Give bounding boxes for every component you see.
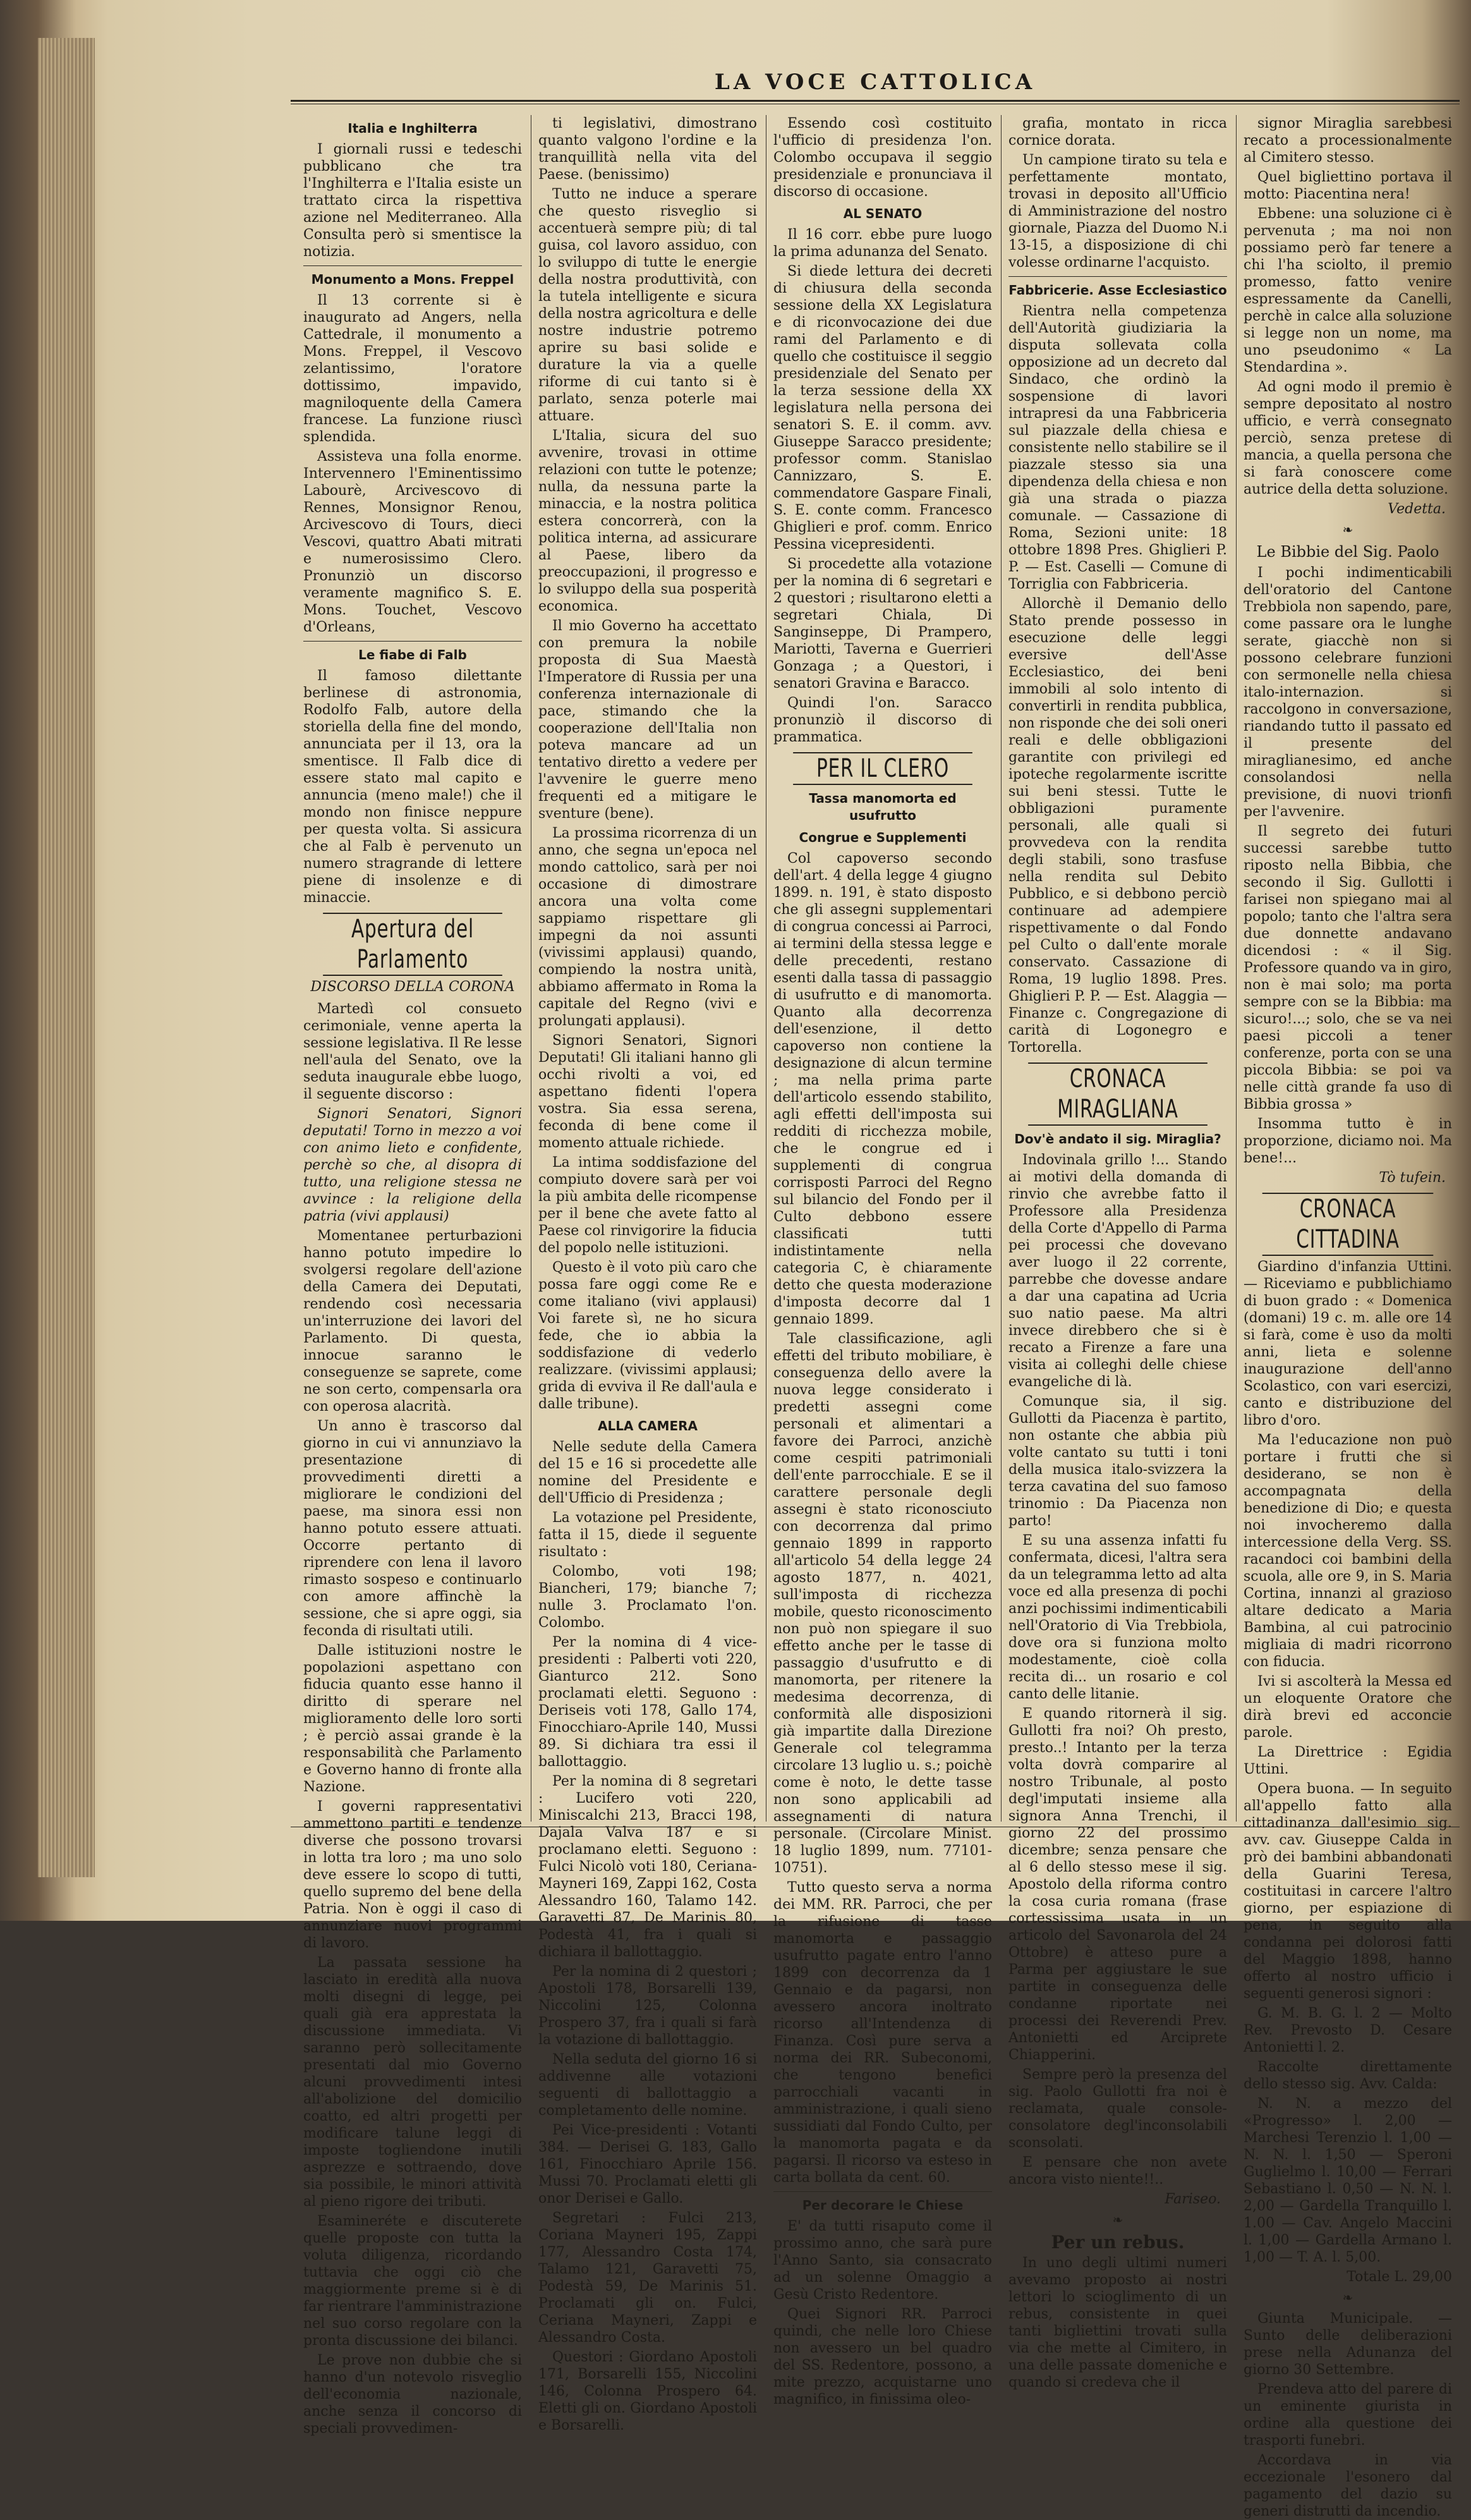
article-paragraph: La Direttrice : Egidia Uttini. bbox=[1244, 1744, 1452, 1777]
article-paragraph: Comunque sia, il sig. Gullotti da Piacenza è partito, non ostante che abbia più volte cantato su tutti i toni della musica italo-svizzera la terza cavatina del suo famoso trinomio : Da Piacenza non parto! bbox=[1008, 1394, 1227, 1529]
article-paragraph: E su una assenza infatti fu confermata, dicesi, l'altra sera da un telegramma letto ad alta voce ed alla presenza di pochi anzi pochissimi indimenticabili nell'Oratorio di Via Trebbiola, dove ora si funziona molto modestamente, cioè colla recita di... un rosario e col canto delle litanie. bbox=[1008, 1533, 1227, 1702]
article-paragraph: Ad ogni modo il premio è sempre depositato al nostro ufficio, e verrà consegnato perciò, senza pretese di mancia, a quella persona che si farà conoscere come autrice della detta soluzione. bbox=[1244, 379, 1452, 497]
article-paragraph: Colombo, voti 198; Biancheri, 179; bianche 7; nulle 3. Proclamato l'on. Colombo. bbox=[538, 1564, 757, 1631]
article-paragraph: Questori : Giordano Apostoli 171, Borsarelli 155, Niccolini 146, Colonna Prospero 64. Eletti gli on. Giordano Apostoli e Borsarelli. bbox=[538, 2349, 757, 2433]
article-paragraph: Sempre però la presenza del sig. Paolo Gullotti fra noi è reclamata, quale console-consolatore degl'inconsolabili sconsolati. bbox=[1008, 2067, 1227, 2151]
article-paragraph: Insomma tutto è in proporzione, diciamo noi. Ma bene!... bbox=[1244, 1116, 1452, 1166]
headline-apertura-parlamento: Apertura del Parlamento bbox=[323, 913, 502, 976]
subheadline-congrue: Congrue e Supplementi bbox=[799, 830, 967, 845]
headline-italia-inghilterra: Italia e Inghilterra bbox=[348, 121, 478, 136]
article-paragraph: Indovinala grillo !... Stando ai motivi della domanda di rinvio che avrebbe fatto il Professore alla Presidenza della Corte d'Appello di Parma pei processi che dovevano aver luogo il 22 corrente, parrebbe che dovesse andare a dar una capatina ad Ucria suo natio paese. Ma altri invece direbbero che si è recato a Firenze a fare una visita ai colleghi delle chiese evangeliche di là. bbox=[1008, 1152, 1227, 1390]
article-paragraph: Quei Signori RR. Parroci quindi, che nelle loro Chiese non avessero un bel quadro del SS. Redentore, possono, a mite prezzo, acquistarne uno magnifico, in finissima oleo- bbox=[773, 2306, 992, 2407]
article-paragraph: Per la nomina di 4 vice-presidenti : Palberti voti 220, Gianturco 212. Sono proclamati eletti. Seguono : Deriseis voti 178, Gallo 174, Finocchiaro-Aprile 140, Mussi 89. Si dichiara tra essi il ballottaggio. bbox=[538, 1634, 757, 1770]
headline-al-senato: AL SENATO bbox=[843, 206, 923, 221]
article-paragraph: Il segreto dei futuri successi sarebbe tutto riposto nella Bibbia, che secondo il Sig. Gullotti i farisei non spiegano mai al popolo; tanto che l'altra sera due donnette andavano dicendosi : « il Sig. Professore quando va in giro, non è mai solo; ma porta sempre con se la Bibbia: ma sicuro!...; solo, che se va nei paesi piccoli a tener conferenze, porta con se una piccola Bibbia: se poi va nelle città grande fa uso di Bibbia grossa » bbox=[1244, 824, 1452, 1112]
article-paragraph: L'Italia, sicura del suo avvenire, trovasi in ottime relazioni con tutte le potenze; nulla, da nessuna parte la minaccia, e la nostra politica estera concorrerà, con la politica interna, ad assicurare al Paese, libero da preoccupazioni, il progresso e lo sviluppo della sua posperità economica. bbox=[538, 428, 757, 614]
article-paragraph: N. N. a mezzo del «Progresso» l. 2,00 — Marchesi Terenzio l. 1,00 — N. N. l. 1,50 — Speroni Guglielmo l. 10,00 — Ferrari Sebastiano l. 0,50 — N. N. l. 2,00 — Gardella Tranquillo l. 1.00 — Cav. Angelo Maccini l. 1,00 — Gardella Armano l. 1,00 — T. A. l. 5,00. bbox=[1244, 2096, 1452, 2265]
signature-fariseo: Fariseo. bbox=[1165, 2191, 1221, 2207]
fleuron-ornament: ❧ bbox=[1342, 2290, 1353, 2305]
article-paragraph: Signori Senatori, Signori deputati! Torno in mezzo a voi con animo lieto e confidente, perchè so che, al disopra di tutto, una religione stessa ne avvince : la religione della patria (vivi applausi) bbox=[303, 1106, 522, 1224]
article-paragraph: Tutto ne induce a sperare che questo risveglio si accentuerà sempre più; di tal guisa, col lavoro assiduo, con lo sviluppo di tutte le energie della nostra produttività, con la tutela intelligente e sicura della nostra agricoltura e delle nostre industrie potremo aprire su basi solide e durature la via a quelle riforme di cui tanto si è parlato, senza poterle mai attuare. bbox=[538, 186, 757, 424]
article-paragraph: Si diede lettura dei decreti di chiusura della seconda sessione della XX Legislatura e di riconvocazione dei due rami del Parlamento e di quello che costituisce il seggio presidenziale del Senato per la terza sessione della XX legislatura nella persona dei senatori S. E. il comm. avv. Giuseppe Saracco presidente; professor comm. Stanislao Cannizzaro, S. E. commendatore Gaspare Finali, S. E. conte comm. Francesco Ghiglieri e prof. comm. Enrico Pessina vicepresidenti. bbox=[773, 264, 992, 552]
headline-cronaca-cittadina: CRONACA CITTADINA bbox=[1262, 1193, 1434, 1256]
article-paragraph: Un anno è trascorso dal giorno in cui vi annunziavo la presentazione di provvedimenti diretti a migliorare le condizioni del paese, ma sinora essi non hanno potuto essere attuati. Occorre pertanto di riprendere con lena il lavoro rimasto sospeso e continuarlo con amore affinchè la sessione, che si apre oggi, sia feconda di risultati utili. bbox=[303, 1418, 522, 1639]
article-paragraph: G. M. B. G. l. 2 — Molto Rev. Prevosto D. Cesare Antonietti l. 2. bbox=[1244, 2006, 1452, 2055]
article-paragraph: Col capoverso secondo dell'art. 4 della legge 4 giugno 1899. n. 191, è stato disposto che gli assegni supplementari di congrua concessi ai Parroci, ai termini della stessa legge e delle precedenti, restano esenti dalla tassa di passaggio di usufrutto e di manomorta. Quanto alla decorrenza dell'esenzione, il detto capoverso non contiene la designazione di alcun termine ; ma nella prima parte dell'articolo essendo stabilito, agli effetti dell'imposta sui redditi di ricchezza mobile, che le congrue ed i supplementi di congrua corrisposti Parroci del Regno sul bilancio del Fondo per il Culto debbono essere classificati tutti indistintamente nella categoria C, è chiaramente detto che questa moderazione d'imposta decorre dal 1 gennaio 1899. bbox=[773, 851, 992, 1327]
article-paragraph: Il mio Governo ha accettato con premura la nobile proposta di Sua Maestà l'Imperatore di Russia per una conferenza internazionale di pace, stimando che la cooperazione dell'Italia non poteva mancare ad un tentativo diretto a vedere per l'avvenire le guerre meno frequenti ed a mitigare le sventure (bene). bbox=[538, 618, 757, 822]
article-paragraph: E quando ritornerà il sig. Gullotti fra noi? Oh presto, presto..! Intanto per la terza volta dovrà comparire al nostro Tribunale, al posto degl'imputati insieme alla signora Anna Trenchi, il giorno 22 del prossimo dicembre; senza pensare che al 6 dello stesso mese il sig. Apostolo della riforma contro la cosa curia romana (frase cortessissima usata in un articolo del Savonarola del 24 Ottobre) è atteso pure a Parma per aggiustare le sue partite in conseguenza delle condanne riportate nei processi dei Reverendi Prev. Antonietti ed Arciprete Chiapperini. bbox=[1008, 1706, 1227, 2063]
article-paragraph: Pei Vice-presidenti : Votanti 384. — Derisei G. 183, Gallo 161, Finocchiaro Aprile 156. Mussi 70. Proclamati eletti gli onor Derisei e Gallo. bbox=[538, 2122, 757, 2207]
article-paragraph: signor Miraglia sarebbesi recato a processionalmente al Cimitero stesso. bbox=[1244, 116, 1452, 166]
article-paragraph: Rientra nella competenza dell'Autorità giudiziaria la disputa sollevata colla opposizione ad un decreto dal Sindaco, che ordinò la sospensione di lavori intrapresi da una Fabbriceria sul piazzale della chiesa e consistente nello stabilire se il piazzale stesso sia una dipendenza della chiesa e non già una strada o piazza comunale. — Cassazione di Roma, Sezioni unite: 18 ottobre 1898 Pres. Ghiglieri P. P. — Est. Caselli — Comune di Torriglia con Fabbriceria. bbox=[1008, 303, 1227, 592]
article-paragraph: Quel bigliettino portava il motto: Piacentina nera! bbox=[1244, 169, 1452, 202]
article-paragraph: Assisteva una folla enorme. Intervennero l'Eminentissimo Labourè, Arcivescovo di Rennes, Monsignor Renou, Arcivescovo di Tours, dieci Vescovi, quattro Abati mitrati e numerosissimo Clero. Pronunziò un discorso veramente magnifico S. E. Mons. Touchet, Vescovo d'Orleans, bbox=[303, 449, 522, 635]
article-paragraph: Un campione tirato su tela e perfettamente montato, trovasi in deposito all'Ufficio di Amministrazione del nostro giornale, Piazza del Duomo N.i 13-15, a disposizione di chi volesse ordinarne l'acquisto. bbox=[1008, 152, 1227, 271]
headline-per-un-rebus: Per un rebus. bbox=[1051, 2232, 1185, 2253]
article-paragraph: Nella seduta del giorno 16 si addivenne alle votazioni seguenti di ballottaggio a completamento delle nomine. bbox=[538, 2052, 757, 2119]
article-paragraph: E' da tutti risaputo come il prossimo anno, che sarà pure l'Anno Santo, sia consacrato ad un solenne Omaggio a Gesù Cristo Redentore. bbox=[773, 2219, 992, 2303]
article-paragraph: Prendeva atto del parere di un eminente giurista in ordine alla questione dei trasporti funebri. bbox=[1244, 2382, 1452, 2449]
article-paragraph: Giardino d'infanzia Uttini. — Riceviamo e pubblichiamo di buon grado : « Domenica (domani) 19 c. m. alle ore 14 si farà, come è uso da molti anni, lieta e solenne inaugurazione dell'anno Scolastico, con vari esercizi, canto e distribuzione del libro d'oro. bbox=[1244, 1259, 1452, 1428]
article-paragraph: Giunta Municipale. — Sunto delle deliberazioni prese nella Adunanza del giorno 30 Settembre. bbox=[1244, 2311, 1452, 2378]
article-paragraph: Quindi l'on. Saracco pronunziò il discorso di prammatica. bbox=[773, 695, 992, 745]
article-paragraph: Dalle istituzioni nostre le popolazioni aspettano con fiducia quanto esse hanno il diritto di sperare nel miglioramento delle loro sorti ; è perciò assai grande è la responsabilità che Parlamento e Governo hanno di fronte alla Nazione. bbox=[303, 1643, 522, 1795]
headline-fabbricerie: Fabbricerie. Asse Ecclesiastico bbox=[1008, 283, 1227, 298]
column-1 bbox=[303, 115, 522, 2437]
article-paragraph: Le prove non dubbie che si hanno d'un notevolo risveglio dell'economia nazionale, anche senza il concorso di speciali provvedimen- bbox=[303, 2353, 522, 2437]
masthead: LA VOCE CATTOLICA bbox=[714, 70, 1036, 95]
article-paragraph: E pensare che non avete ancora visto niente!!.. bbox=[1008, 2155, 1227, 2188]
column-5 bbox=[1244, 115, 1452, 2519]
article-paragraph: Il 13 corrente si è inaugurato ad Angers, nella Cattedrale, il monumento a Mons. Freppel, il Vescovo zelantissimo, l'oratore dottissimo, impavido, magniloquente della Camera francese. La funzione riuscì splendida. bbox=[303, 293, 522, 445]
article-paragraph: Ebbene: una soluzione ci è pervenuta ; ma noi non possiamo però far tenere a chi l'ha sciolto, il premio promesso, fatto venire espressamente da Canelli, perchè in calce alla soluzione si legge non un nome, ma uno pseudonimo « La Stendardina ». bbox=[1244, 206, 1452, 375]
article-paragraph: Accordava in via eccezionale l'esonero dal pagamento del dazio su generi distrutti da incendio. bbox=[1244, 2452, 1452, 2519]
fleuron-ornament: ❧ bbox=[1342, 522, 1353, 537]
article-paragraph: Momentanee perturbazioni hanno potuto impedire lo svolgersi regolare dell'azione della Camera dei Deputati, rendendo così necessaria un'interruzione dei lavori del Parlamento. Di questa, innocue saranno le conseguenze se saprete, come ne son certo, compensarla ora con operosa alacrità. bbox=[303, 1228, 522, 1415]
divider bbox=[303, 265, 522, 266]
article-paragraph: Tale classificazione, agli effetti del tributo mobiliare, è conseguenza dello avere la nuova legge considerato i predetti assegni come personali et alimentari a favore dei Parroci, anzichè come cespiti patrimoniali dell'ente parrocchiale. E se il carattere personale degli assegni è stato riconosciuto con decorrenza dal primo gennaio 1899 in rapporto all'articolo 54 della legge 24 agosto 1877, n. 4021, sull'imposta di ricchezza mobile, questo riconoscimento non può non spiegare il suo effetto anche per le tasse di passaggio d'usufrutto e di manomorta, per ritenere la medesima decorrenza, di conformità alle disposizioni già impartite dalla Direzione Generale col telegramma circolare 13 luglio u. s.; poichè come è noto, le dette tasse non sono applicabili ad assegnamenti di natura personale. (Circolare Minist. 18 luglio 1899, num. 77101-10751). bbox=[773, 1331, 992, 1876]
article-paragraph: Si procedette alla votazione per la nomina di 6 segretari e 2 questori ; risultarono eletti a segretari Chiala, Di Sanginseppe, Di Prampero, Mariotti, Taverna e Guerrieri Gonzaga ; a Questori, i senatori Gravina e Baracco. bbox=[773, 556, 992, 691]
headline-bibbie-paolo: Le Bibbie del Sig. Paolo bbox=[1256, 543, 1439, 561]
donation-total: Totale L. 29,00 bbox=[1347, 2269, 1452, 2285]
article-paragraph: I pochi indimenticabili dell'oratorio del Cantone Trebbiola non sapendo, pare, come passare ora le lunghe serate, giacchè non si possono celebrare funzioni con sermonelle nella chiesa italo-internazion. si raccolgono in conversazione, riandando tutto il passato ed il presente del miraglianesimo, ed anche consolandosi nella previsione, di nuovi trionfi per l'avvenire. bbox=[1244, 565, 1452, 820]
article-paragraph: La votazione pel Presidente, fatta il 15, diede il seguente risultato : bbox=[538, 1510, 757, 1560]
article-paragraph: Il famoso dilettante berlinese di astronomia, Rodolfo Falb, autore della storiella della fine del mondo, annunciata per il 13, ora la smentisce. Il Falb dice di essere stato mal capito e annuncia (meno male!) che il mondo non finisce neppure per questa volta. Si assicura che al Falb è pervenuto un numero stragrande di lettere piene di insolenze e di minaccie. bbox=[303, 668, 522, 906]
column-2 bbox=[538, 115, 757, 2433]
signature-vedetta: Vedetta. bbox=[1388, 501, 1446, 517]
divider bbox=[303, 641, 522, 642]
headline-alla-camera: ALLA CAMERA bbox=[597, 1418, 698, 1433]
article-paragraph: La passata sessione ha lasciato in eredità alla nuova molti disegni di legge, pei quali già era apprestata la discussione immediata. Vi saranno però sollecitamente presentati dal mio Governo alcuni provvedimenti intesi all'abolizione del domicilio coatto, ed altri progetti per modificare talune leggi di imposte togliendone inutili asprezze e sottraendo, dove sia possibile, le minori attività al pieno rigore dei tributi. bbox=[303, 1955, 522, 2210]
article-paragraph: Opera buona. — In seguito all'appello fatto alla cittadinanza dall'esimio sig. avv. cav. Giuseppe Calda in prò dei bambini abbandonati della Guarini Teresa, costituitasi in carcere l'altro giorno, per espiazione di pena, in seguito alla condanna pei dolorosi fatti del Maggio 1898, hanno offerto al nostro ufficio i seguenti generosi signori : bbox=[1244, 1781, 1452, 2002]
column-rule bbox=[1001, 115, 1002, 1822]
newspaper-page bbox=[291, 57, 1460, 2519]
headline-per-il-clero: PER IL CLERO bbox=[793, 752, 972, 785]
article-paragraph: La prossima ricorrenza di un anno, che segna un'epoca nel mondo cattolico, sarà per noi occasione di dimostrare ancora una volta come sappiamo rispettare gli impegni da noi assunti (vivissimi applausi) quando, compiendo la nostra unità, abbiamo affermato in Roma la capitale del Regno (vivi e prolungati applausi). bbox=[538, 825, 757, 1029]
headline-fiabe-falb: Le fiabe di Falb bbox=[358, 647, 467, 662]
subheadline-miraglia: Dov'è andato il sig. Miraglia? bbox=[1014, 1131, 1221, 1147]
headline-decorare-chiese: Per decorare le Chiese bbox=[802, 2198, 964, 2213]
headline-monumento-freppel: Monumento a Mons. Freppel bbox=[311, 272, 514, 287]
headline-cronaca-miragliana: CRONACA MIRAGLIANA bbox=[1028, 1062, 1208, 1126]
divider bbox=[1008, 276, 1227, 277]
article-paragraph: Ma l'educazione non può portare i frutti che si desiderano, se non è accompagnata della benedizione di Dio; e questa noi invocheremo dalla intercessione della Verg. SS. racandoci coi bambini della scuola, alle ore 9, in S. Maria Cortina, innanzi al grazioso altare dedicato a Maria Bambina, al cui patrocinio migliaia di madri ricorrono con fiducia. bbox=[1244, 1432, 1452, 1670]
article-paragraph: In uno degli ultimi numeri avevamo proposto ai nostri lettori lo scioglimento di un rebus, consistente in quei tanti bigliettini trovati sulla via che mette al Cimitero, in una delle passate domeniche e quando si credeva che il bbox=[1008, 2255, 1227, 2390]
article-paragraph: Nelle sedute della Camera del 15 e 16 si procedette alle nomine del Presidente e dell'Ufficio di Presidenza ; bbox=[538, 1439, 757, 1506]
column-3 bbox=[773, 115, 992, 2407]
article-paragraph: Esamineréte e discuterete quelle proposte con tutta la voluta diligenza, ricordando tuttavia che oggi ciò che maggiormente preme si è di far rientrare l'amministrazione nel suo corso regolare con la pronta discussione dei bilanci. bbox=[303, 2213, 522, 2349]
article-paragraph: I governi rappresentativi ammettono partiti e tendenze diverse che possono trovarsi in lotta tra loro ; ma uno solo deve essere lo scopo di tutti, quello supremo del bene della Patria. Non è oggi il caso di annunziare nuovi programmi di lavoro. bbox=[303, 1799, 522, 1951]
article-paragraph: Questo è il voto più caro che possa fare oggi come Re e come italiano (vivi applausi) Voi farete sì, ne ho sicura fede, che io abbia la soddisfazione di vederlo realizzare. (vivissimi applausi; grida di evviva il Re dall'aula e dalle tribune). bbox=[538, 1260, 757, 1412]
article-paragraph: Per la nomina di 2 questori ; Apostoli 178, Borsarelli 139, Niccolini 125, Colonna Prospero 37, fra i quali si farà la votazione di ballottaggio. bbox=[538, 1964, 757, 2048]
article-paragraph: La intima soddisfazione del compiuto dovere sarà per voi la più ambita delle ricompense per il bene che avete fatto al Paese col rinvigorire la fiducia del popolo nelle istituzioni. bbox=[538, 1155, 757, 1256]
signature-to-tufein: Tò tufein. bbox=[1379, 1170, 1446, 1186]
book-page-edges bbox=[38, 38, 95, 1877]
article-paragraph: Il 16 corr. ebbe pure luogo la prima adunanza del Senato. bbox=[773, 227, 992, 260]
column-rule bbox=[1236, 115, 1237, 1822]
article-paragraph: Signori Senatori, Signori Deputati! Gli italiani hanno gli occhi rivolti a voi, ed aspettano fidenti l'opera vostra. Sia essa serena, feconda di bene come il momento attuale richiede. bbox=[538, 1033, 757, 1151]
article-paragraph: Ivi si ascolterà la Messa ed un eloquente Oratore che dirà brevi ed acconcie parole. bbox=[1244, 1674, 1452, 1741]
fleuron-ornament: ❧ bbox=[1112, 2212, 1123, 2227]
article-paragraph: ti legislativi, dimostrano quanto valgono l'ordine e la tranquillità nella vita del Paese. (benissimo) bbox=[538, 116, 757, 183]
article-paragraph: Per la nomina di 8 segretari : Lucifero voti 220, Miniscalchi 213, Bracci 198, Dajala Valva 187 e si proclamano eletti. Seguono : Fulci Nicolò voti 180, Ceriana-Mayneri 169, Zappi 162, Costa Alessandro 160, Talamo 142. Garavetti 87, De Marinis 80, Podestà 41, fra i quali si dichiara il ballottaggio. bbox=[538, 1774, 757, 1960]
article-paragraph: Essendo così costituito l'ufficio di presidenza l'on. Colombo occupava il seggio presidenziale e pronunciava il discorso di occasione. bbox=[773, 116, 992, 200]
article-paragraph: Tutto questo serva a norma dei MM. RR. Parroci, che per la rifusione di tasse manomorta e passaggio usufrutto pagate entro l'anno 1899 con decorrenza da 1 Gennaio e da pagarsi, non avessero ancora inoltrato ricorso all'Intendenza di Finanza. Così pure serva a norma dei RR. Subeconomi, che tengono benefici parrocchiali vacanti in amministrazione, i quali sieno sussidiati dal Fondo Culto, per la manomorta pagata e da pagarsi. Il ricorso va esteso in carta bollata da cent. 60. bbox=[773, 1880, 992, 2186]
column-4 bbox=[1008, 115, 1227, 2390]
divider bbox=[773, 2191, 992, 2192]
article-paragraph: Segretari : Fulci 213, Coriana Mayneri 195, Zappi 177, Alessandro Costa 174, Talamo 121, Garavetti 75, Podestà 59, De Marinis 51. Proclamati gli on. Fulci, Ceriana Mayneri, Zappi e Alessandro Costa. bbox=[538, 2210, 757, 2346]
article-paragraph: Martedì col consueto cerimoniale, venne aperta la sessione legislativa. Il Re lesse nell'aula del Senato, ove la seduta inaugurale ebbe luogo, il seguente discorso : bbox=[303, 1001, 522, 1102]
article-paragraph: I giornali russi e tedeschi pubblicano che tra l'Inghilterra e l'Italia esiste un trattato circa la rispettiva azione nel Mediterraneo. Alla Consulta però si smentisce la notizia. bbox=[303, 142, 522, 260]
subheadline-discorso-corona: DISCORSO DELLA CORONA bbox=[310, 979, 515, 995]
article-paragraph: Raccolte direttamente dello stesso sig. Avv. Calda: bbox=[1244, 2059, 1452, 2092]
article-paragraph: grafia, montato in ricca cornice dorata. bbox=[1008, 116, 1227, 149]
article-paragraph: Allorchè il Demanio dello Stato prende possesso in esecuzione delle leggi eversive dell'Asse Ecclesiastico, dei beni immobili al solo intento di convertirli in rendita pubblica, non risponde che dei soli oneri reali e delle obbligazioni garantite con privilegi ed ipoteche regolarmente iscritte sui beni stessi. Tutte le obbligazioni puramente personali, alle quali si provvedeva con la rendita degli stabili, sono trasfuse nella rendita sul Debito Pubblico, e si debbono perciò continuare ad adempiere rispettivamente o dal Fondo pel Culto o dall'ente morale conservato. Cassazione di Roma, 19 luglio 1898. Pres. Ghiglieri P. P. — Est. Alaggia — Finanze c. Congregazione di carità di Logonegro e Tortorella. bbox=[1008, 596, 1227, 1056]
masthead-rule bbox=[291, 100, 1460, 102]
subheadline-tassa-manomorta: Tassa manomorta ed usufrutto bbox=[809, 791, 957, 823]
